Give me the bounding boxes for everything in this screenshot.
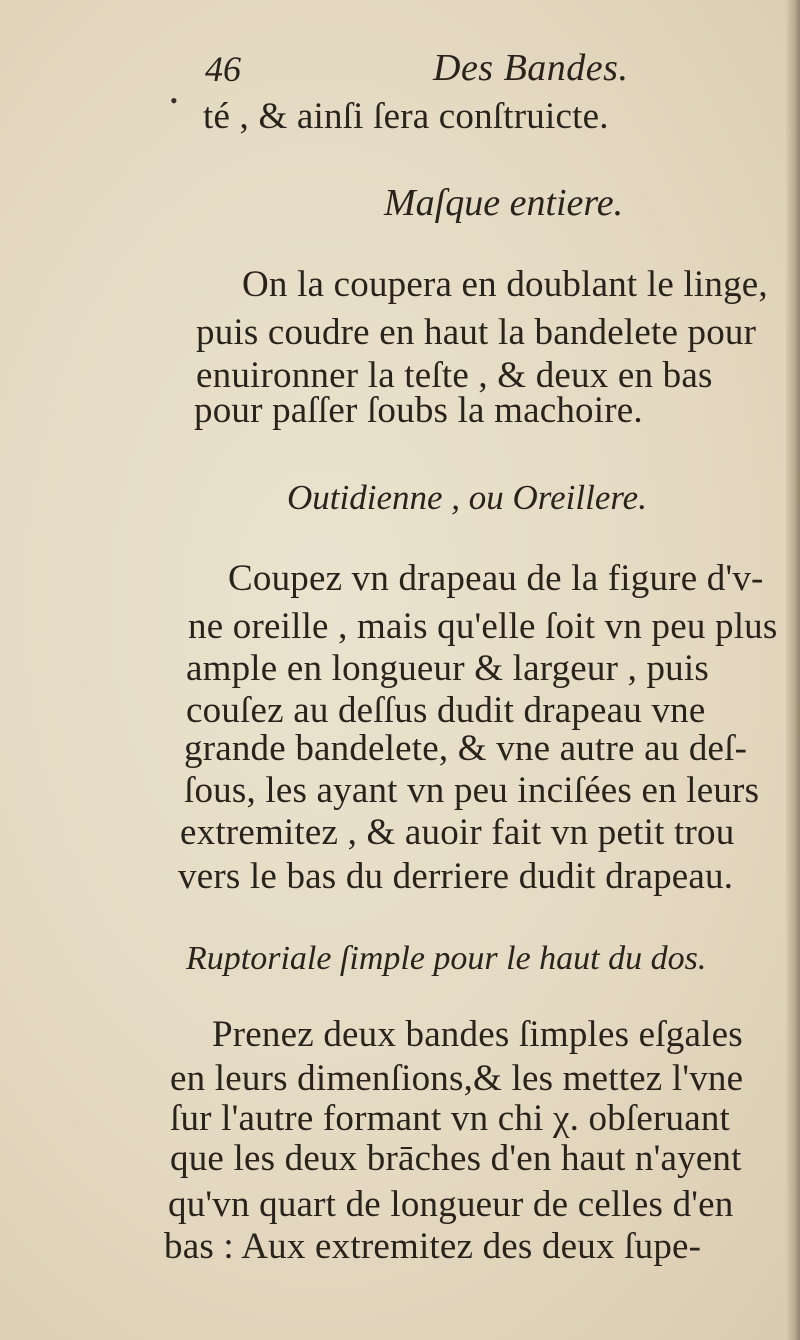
text-line: enuironner la teſte , & deux en bas	[196, 355, 713, 396]
text-line: ſous, les ayant vn peu inciſées en leurs	[184, 770, 760, 811]
text-line: grande bandelete, & vne autre au deſ-	[184, 728, 748, 769]
text-line: couſez au deſſus dudit drapeau vne	[186, 690, 706, 731]
text-line: puis coudre en haut la bandelete pour	[196, 312, 757, 353]
running-title: Des Bandes.	[433, 47, 629, 89]
text-line: ſur l'autre formant vn chi χ. obſeruant	[170, 1098, 731, 1139]
text-line: ample en longueur & largeur , puis	[186, 648, 709, 689]
margin-mark: •	[170, 88, 178, 113]
text-line: extremitez , & auoir fait vn petit trou	[180, 812, 735, 853]
text-line: pour paſſer ſoubs la machoire.	[194, 390, 643, 431]
text-line: vers le bas du derriere dudit drapeau.	[178, 856, 734, 897]
text-line: Prenez deux bandes ſimples eſgales	[212, 1014, 743, 1055]
text-line: On la coupera en doublant le linge,	[242, 264, 768, 305]
text-line: en leurs dimenſions,& les mettez l'vne	[170, 1058, 744, 1099]
text-line: té , & ainſi ſera conſtruicte.	[203, 96, 609, 137]
text-line: qu'vn quart de longueur de celles d'en	[168, 1184, 734, 1225]
text-line: ne oreille , mais qu'elle ſoit vn peu plus	[188, 606, 778, 647]
page-gutter-shadow	[786, 0, 800, 1340]
page-number: 46	[205, 49, 241, 89]
text-line: que les deux brāches d'en haut n'ayent	[170, 1138, 742, 1179]
section-heading: Ruptoriale ſimple pour le haut du dos.	[186, 940, 707, 977]
text-line: Coupez vn drapeau de la figure d'v-	[228, 558, 764, 599]
section-heading: Outidienne , ou Oreillere.	[287, 478, 647, 517]
text-line: bas : Aux extremitez des deux ſupe-	[164, 1226, 702, 1267]
section-heading: Maſque entiere.	[384, 182, 624, 224]
